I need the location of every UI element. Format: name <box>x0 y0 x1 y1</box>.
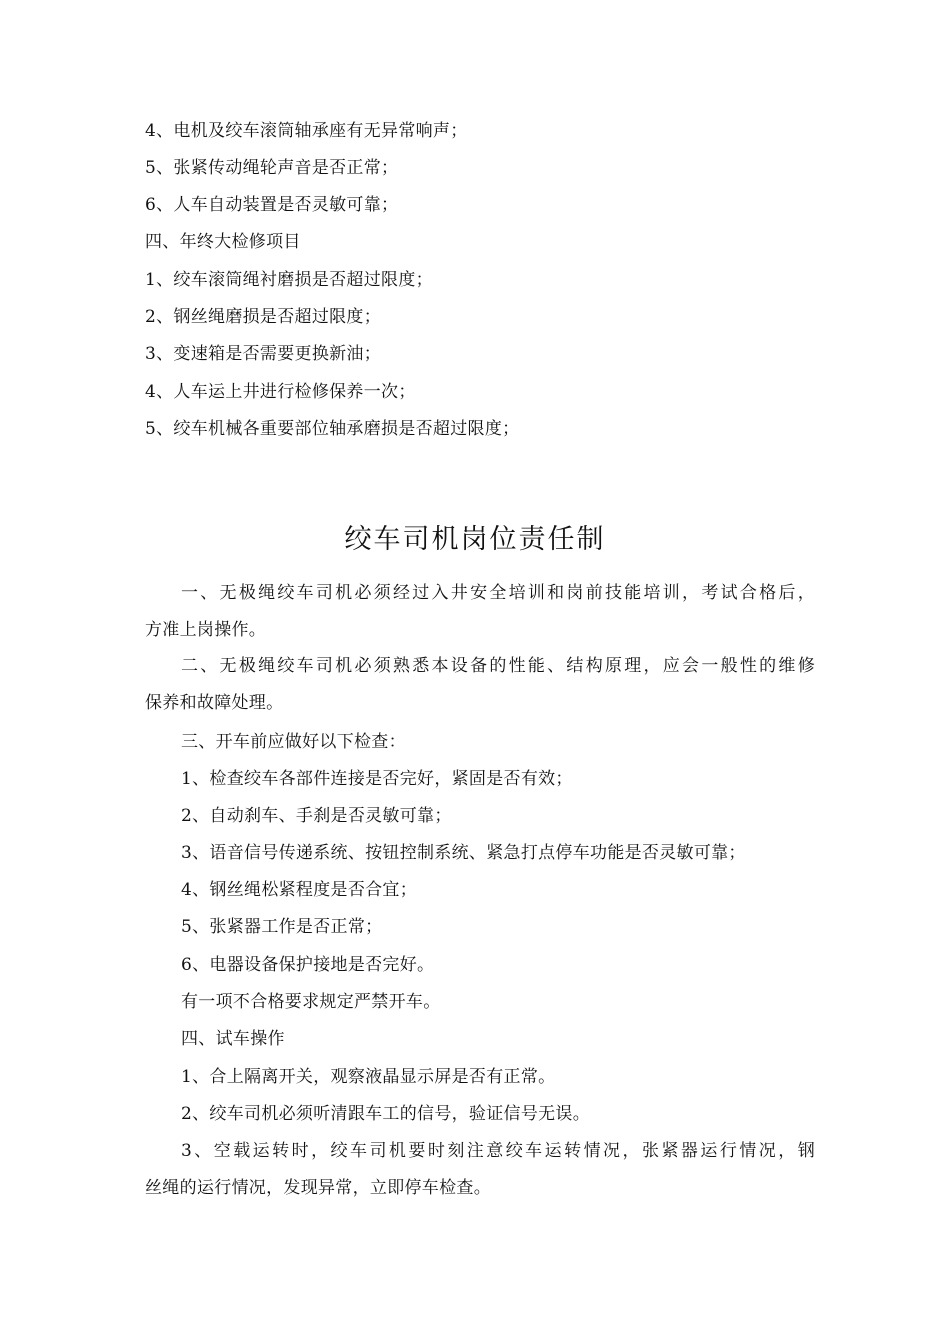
checks-note: 有一项不合格要求规定严禁开车。 <box>181 992 441 1012</box>
maintenance-item-5: 5、张紧传动绳轮声音是否正常； <box>145 158 399 178</box>
paragraph-1-line-1: 一、无极绳绞车司机必须经过入井安全培训和岗前技能培训，考试合格后， <box>181 583 815 603</box>
check-item-6: 6、电器设备保护接地是否完好。 <box>181 955 435 975</box>
paragraph-1-line-2: 方准上岗操作。 <box>145 620 267 640</box>
annual-overhaul-heading: 四、年终大检修项目 <box>145 232 301 252</box>
maintenance-item-4: 4、电机及绞车滚筒轴承座有无异常响声； <box>145 121 468 141</box>
annual-item-5: 5、绞车机械各重要部位轴承磨损是否超过限度； <box>145 419 520 439</box>
document-title: 绞车司机岗位责任制 <box>344 524 606 555</box>
trial-item-1: 1、合上隔离开关，观察液晶显示屏是否有正常。 <box>181 1067 556 1087</box>
section-4-heading: 四、试车操作 <box>181 1029 285 1049</box>
trial-item-3-line-1: 3、空载运转时，绞车司机要时刻注意绞车运转情况，张紧器运行情况，钢 <box>181 1141 815 1161</box>
paragraph-2-line-2: 保养和故障处理。 <box>145 693 284 713</box>
maintenance-item-6: 6、人车自动装置是否灵敏可靠； <box>145 195 399 215</box>
section-3-heading: 三、开车前应做好以下检查： <box>181 732 406 752</box>
annual-item-3: 3、变速箱是否需要更换新油； <box>145 344 382 364</box>
check-item-5: 5、张紧器工作是否正常； <box>181 917 383 937</box>
check-item-2: 2、自动刹车、手刹是否灵敏可靠； <box>181 806 452 826</box>
paragraph-2-line-1: 二、无极绳绞车司机必须熟悉本设备的性能、结构原理，应会一般性的维修 <box>181 656 815 676</box>
trial-item-2: 2、绞车司机必须听清跟车工的信号，验证信号无误。 <box>181 1104 591 1124</box>
check-item-3: 3、语音信号传递系统、按钮控制系统、紧急打点停车功能是否灵敏可靠； <box>181 843 746 863</box>
annual-item-2: 2、钢丝绳磨损是否超过限度； <box>145 307 382 327</box>
trial-item-3-line-2: 丝绳的运行情况，发现异常，立即停车检查。 <box>145 1178 491 1198</box>
annual-item-1: 1、绞车滚筒绳衬磨损是否超过限度； <box>145 270 433 290</box>
check-item-1: 1、检查绞车各部件连接是否完好，紧固是否有效； <box>181 769 573 789</box>
annual-item-4: 4、人车运上井进行检修保养一次； <box>145 382 416 402</box>
check-item-4: 4、钢丝绳松紧程度是否合宜； <box>181 880 418 900</box>
